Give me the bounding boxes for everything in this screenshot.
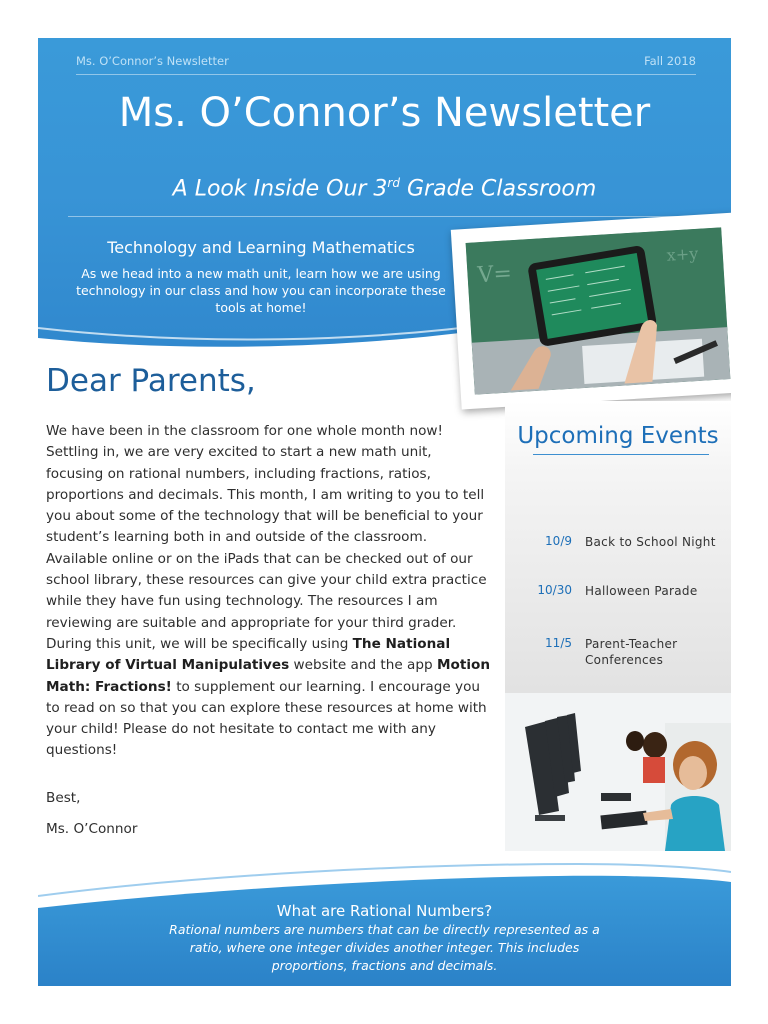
event-label: Halloween Parade xyxy=(585,584,698,598)
resource-name-motion-math: Motion Math: Fractions! xyxy=(46,657,491,695)
page-title: Ms. O’Connor’s Newsletter xyxy=(118,90,651,136)
event-date: 10/9 xyxy=(545,534,572,548)
event-date: 10/30 xyxy=(537,583,572,597)
letter-body xyxy=(46,421,492,762)
events-heading-rule xyxy=(533,454,709,455)
svg-text:V=: V= xyxy=(476,261,513,289)
resource-name-nlvm: The National Library of Virtual Manipulatives xyxy=(46,635,451,674)
strip-season: Fall 2018 xyxy=(644,54,696,68)
letter-signature: Ms. O’Connor xyxy=(46,821,138,837)
footer-question: What are Rational Numbers? xyxy=(276,902,493,920)
svg-text:x+y: x+y xyxy=(666,243,699,265)
tablet-photo-frame xyxy=(451,212,731,409)
tablet-illustration xyxy=(466,227,731,394)
letter-signoff: Best, xyxy=(46,790,81,806)
greeting-heading: Dear Parents, xyxy=(46,363,256,399)
events-heading: Upcoming Events xyxy=(517,423,719,449)
event-label: Back to School Night xyxy=(585,535,716,549)
feature-title: Technology and Learning Mathematics xyxy=(107,238,415,257)
event-date: 11/5 xyxy=(545,636,572,650)
computer-lab-illustration xyxy=(505,693,731,851)
event-label: Parent-Teacher Conferences xyxy=(585,637,678,667)
events-sidebar xyxy=(505,401,731,693)
computer-lab-photo xyxy=(505,693,731,851)
top-strip xyxy=(76,52,696,75)
page-subtitle: A Look Inside Our 3rd Grade Classroom xyxy=(172,176,597,202)
tablet-photo xyxy=(466,227,731,394)
letter-paragraph: We have been in the classroom for one whole month now! Settling in, we are very excited to start a new math unit, focusing on rational numbers, including fractions, ratios, proportions and decimals. This month, I am writing to you to tell you about some of the technology that will be beneficial to your student’s learning both in and outside of the classroom. Available online or on the iPads that can be checked out of our school library, these resources can give your child extra practice while they have fun using technology. The resources I am reviewing are suitable and appropriate for your third grader. During this unit, we will be specifically using The National Library of Virtual Manipulatives website and the app Motion Math: Fractions! to supplement our learning. I encourage you to read on so that you can explore these resources at home with your child! Please do not hesitate to contact me with any questions! xyxy=(46,423,491,759)
feature-description: As we head into a new math unit, learn how we are using technology in our class and how you can incorporate these tools at home! xyxy=(76,266,446,315)
strip-title: Ms. O’Connor’s Newsletter xyxy=(76,54,229,68)
newsletter-page xyxy=(38,38,731,986)
footer-answer: Rational numbers are numbers that can be directly represented as a ratio, where one integer divides another integer. This includes proportions, fractions and decimals. xyxy=(169,922,600,973)
subtitle-divider xyxy=(68,216,701,217)
